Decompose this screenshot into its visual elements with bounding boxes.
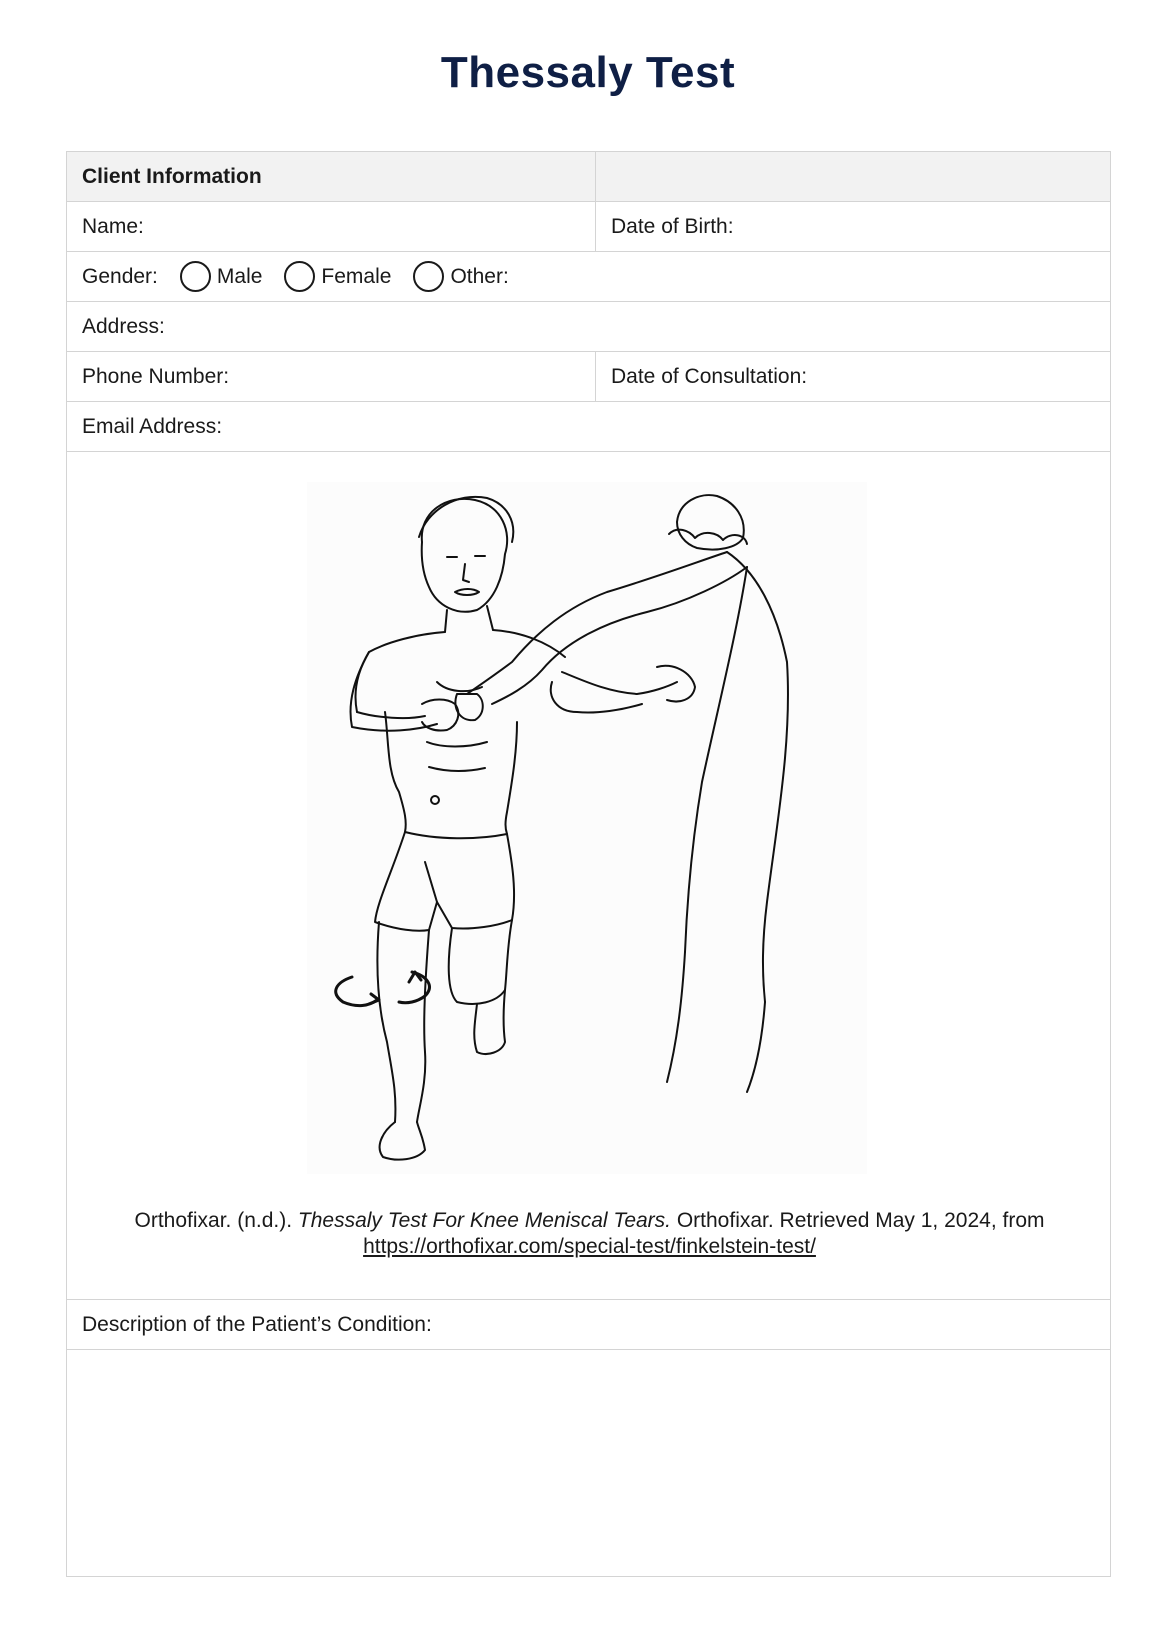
gender-option-other[interactable] <box>413 261 508 292</box>
citation-suffix: Orthofixar. Retrieved May 1, 2024, from <box>671 1209 1045 1232</box>
email-field[interactable]: Email Address: <box>82 414 223 438</box>
phone-field[interactable]: Phone Number: <box>67 352 596 401</box>
address-field[interactable]: Address: <box>82 314 165 338</box>
phone-row <box>67 352 1110 402</box>
client-info-header: Client Information <box>67 152 596 201</box>
citation-link[interactable]: https://orthofixar.com/special-test/finkelstein-test/ <box>363 1235 816 1258</box>
citation-title: Thessaly Test For Knee Meniscal Tears. <box>297 1209 671 1232</box>
gender-option-label: Female <box>321 264 392 288</box>
description-label: Description of the Patient’s Condition: <box>82 1312 432 1336</box>
header-empty-cell <box>596 152 1110 201</box>
radio-circle-icon[interactable] <box>413 261 444 292</box>
description-row <box>67 1300 1110 1350</box>
description-textarea[interactable] <box>67 1350 1110 1576</box>
gender-field <box>67 252 1110 301</box>
consultation-date-field[interactable]: Date of Consultation: <box>611 364 808 388</box>
name-row <box>67 202 1110 252</box>
client-info-header-row <box>67 152 1110 202</box>
thessaly-test-illustration <box>307 482 867 1174</box>
radio-circle-icon[interactable] <box>284 261 315 292</box>
gender-row <box>67 252 1110 302</box>
figure-section <box>67 452 1110 1300</box>
gender-option-female[interactable] <box>284 261 391 292</box>
gender-option-label: Male <box>216 264 263 288</box>
client-form <box>66 151 1111 1577</box>
dob-field[interactable]: Date of Birth: <box>611 214 734 238</box>
name-field[interactable]: Name: <box>67 202 596 251</box>
page-title: Thessaly Test <box>440 48 736 97</box>
address-row <box>67 302 1110 352</box>
figure-citation <box>67 1208 1112 1260</box>
gender-option-label: Other: <box>450 264 509 288</box>
gender-label: Gender: <box>82 264 158 288</box>
email-row <box>67 402 1110 452</box>
citation-prefix: Orthofixar. (n.d.). <box>134 1209 298 1232</box>
radio-circle-icon[interactable] <box>180 261 211 292</box>
gender-option-male[interactable] <box>180 261 263 292</box>
